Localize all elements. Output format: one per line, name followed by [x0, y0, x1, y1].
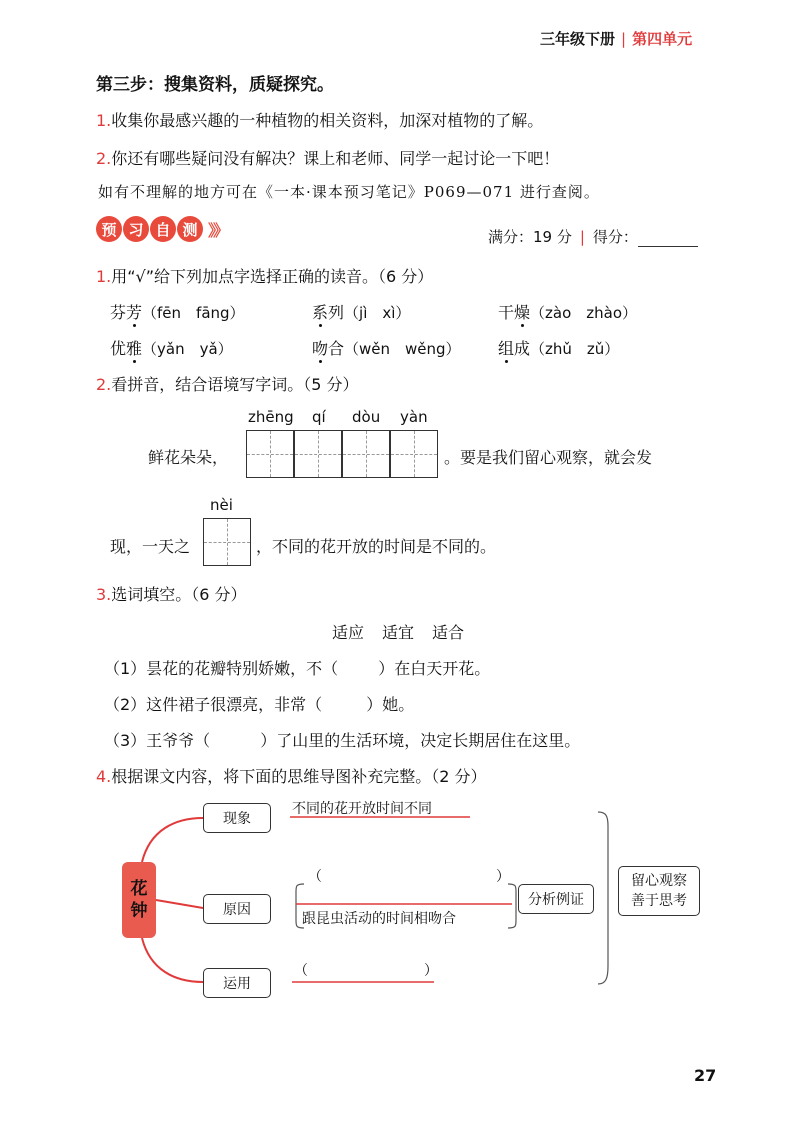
q1-dotted-char: 芳 — [126, 303, 143, 322]
q1-pinyin-options[interactable]: （jì xì） — [344, 304, 411, 322]
q1-word-part: 芬 — [110, 303, 127, 322]
chevron-icon: 》》 — [208, 220, 227, 240]
badge-char-1: 预 — [96, 216, 122, 242]
step3-item-1-text: 收集你最感兴趣的一种植物的相关资料，加深对植物的了解。 — [111, 111, 544, 130]
sentence-text: ）了山里的生活环境，决定长期居住在这里。 — [260, 731, 581, 750]
q1-dotted-char: 系 — [312, 303, 329, 322]
sentence-text: ）她。 — [366, 695, 415, 714]
application-close-paren: ） — [424, 963, 438, 979]
q1-text: 用“√”给下列加点字选择正确的读音。（6 分） — [111, 267, 434, 286]
grade-label: 三年级下册 — [540, 30, 616, 48]
q1-dotted-char: 组 — [498, 339, 515, 358]
word-option: 适宜 — [382, 623, 415, 642]
q2-pinyin-4: yàn — [400, 408, 428, 426]
center-char-1: 花 — [130, 879, 148, 899]
conclusion-line-1: 留心观察 — [631, 873, 687, 889]
q1-number: 1. — [96, 267, 112, 286]
q1-pinyin-options[interactable]: （zào zhào） — [530, 304, 638, 322]
conclusion-line-2: 善于思考 — [631, 893, 687, 909]
node-phenomenon: 现象 — [203, 803, 271, 833]
q1-pinyin-options[interactable]: （wěn wěng） — [344, 340, 461, 358]
score-divider: | — [579, 228, 585, 246]
step3-item-1-number: 1. — [96, 111, 112, 130]
step3-title: 第三步：搜集资料，质疑探究。 — [96, 75, 334, 95]
q2-pinyin-3: dòu — [352, 408, 381, 426]
q1-pinyin-options[interactable]: （yǎn yǎ） — [142, 340, 233, 358]
cause-text: 跟昆虫活动的时间相吻合 — [302, 911, 456, 927]
got-score-label: 得分： — [592, 228, 638, 246]
q2-line2-pre: 现，一天之 — [110, 537, 191, 556]
badge-char-3: 自 — [150, 216, 176, 242]
q2-pinyin-1: zhēng — [248, 408, 294, 426]
q1-dotted-char: 吻 — [312, 339, 329, 358]
q2-pinyin-nei: nèi — [210, 496, 233, 514]
q1-word-part: 优 — [110, 339, 127, 358]
step3-item-2-text: 你还有哪些疑问没有解决？课上和老师、同学一起讨论一下吧！ — [111, 149, 560, 168]
word-option: 适合 — [432, 623, 465, 642]
q1-dotted-char: 雅 — [126, 339, 143, 358]
q2-number: 2. — [96, 375, 112, 394]
cause-open-paren: （ — [308, 869, 322, 885]
q2-pinyin-2: qí — [312, 408, 326, 426]
q1-word-part: 列 — [328, 303, 345, 322]
q3-text: 选词填空。（6 分） — [111, 585, 247, 604]
q4-number: 4. — [96, 767, 112, 786]
reference-note: 如有不理解的地方可在《一本·课本预习笔记》P069—071 进行查阅。 — [98, 183, 600, 201]
application-open-paren: （ — [294, 963, 308, 979]
flower-clock-node — [122, 862, 156, 938]
unit-label: 第四单元 — [632, 30, 693, 48]
q1-word-part: 干 — [498, 303, 515, 322]
q3-number: 3. — [96, 585, 112, 604]
node-application: 运用 — [203, 968, 271, 998]
center-char-2: 钟 — [130, 901, 148, 921]
analysis-node: 分析例证 — [518, 884, 594, 914]
q1-word-part: 成 — [514, 339, 531, 358]
q1-pinyin-options[interactable]: （zhǔ zǔ） — [530, 340, 620, 358]
header-divider: | — [621, 30, 627, 48]
conclusion-node — [618, 866, 700, 916]
page-number: 27 — [694, 1066, 717, 1085]
phenomenon-text: 不同的花开放时间不同 — [292, 801, 432, 817]
badge-char-4: 测 — [177, 216, 203, 242]
q2-text: 看拼音，结合语境写字词。（5 分） — [111, 375, 359, 394]
full-score-label: 满分：19 分 — [488, 228, 572, 246]
cause-answer-blank[interactable] — [360, 868, 480, 884]
word-option: 适应 — [332, 623, 365, 642]
cause-close-paren: ） — [496, 869, 510, 885]
badge-char-2: 习 — [123, 216, 149, 242]
q2-line2-post: ，不同的花开放的时间是不同的。 — [256, 537, 497, 556]
sentence-text: ）在白天开花。 — [378, 659, 491, 678]
q1-pinyin-options[interactable]: （fēn fāng） — [142, 304, 245, 322]
application-answer-blank[interactable] — [330, 962, 420, 978]
q2-line1-post: 。要是我们留心观察，就会发 — [444, 448, 653, 467]
step3-item-2-number: 2. — [96, 149, 112, 168]
q1-word-part: 合 — [328, 339, 345, 358]
sentence-text: （2）这件裙子很漂亮，非常（ — [104, 695, 323, 714]
q2-line1-pre: 鲜花朵朵， — [148, 448, 229, 467]
sentence-text: （1）昙花的花瓣特别娇嫩，不（ — [104, 659, 339, 678]
sentence-text: （3）王爷爷（ — [104, 731, 211, 750]
node-cause: 原因 — [203, 894, 271, 924]
q4-text: 根据课文内容，将下面的思维导图补充完整。（2 分） — [111, 767, 487, 786]
q1-dotted-char: 燥 — [514, 303, 531, 322]
